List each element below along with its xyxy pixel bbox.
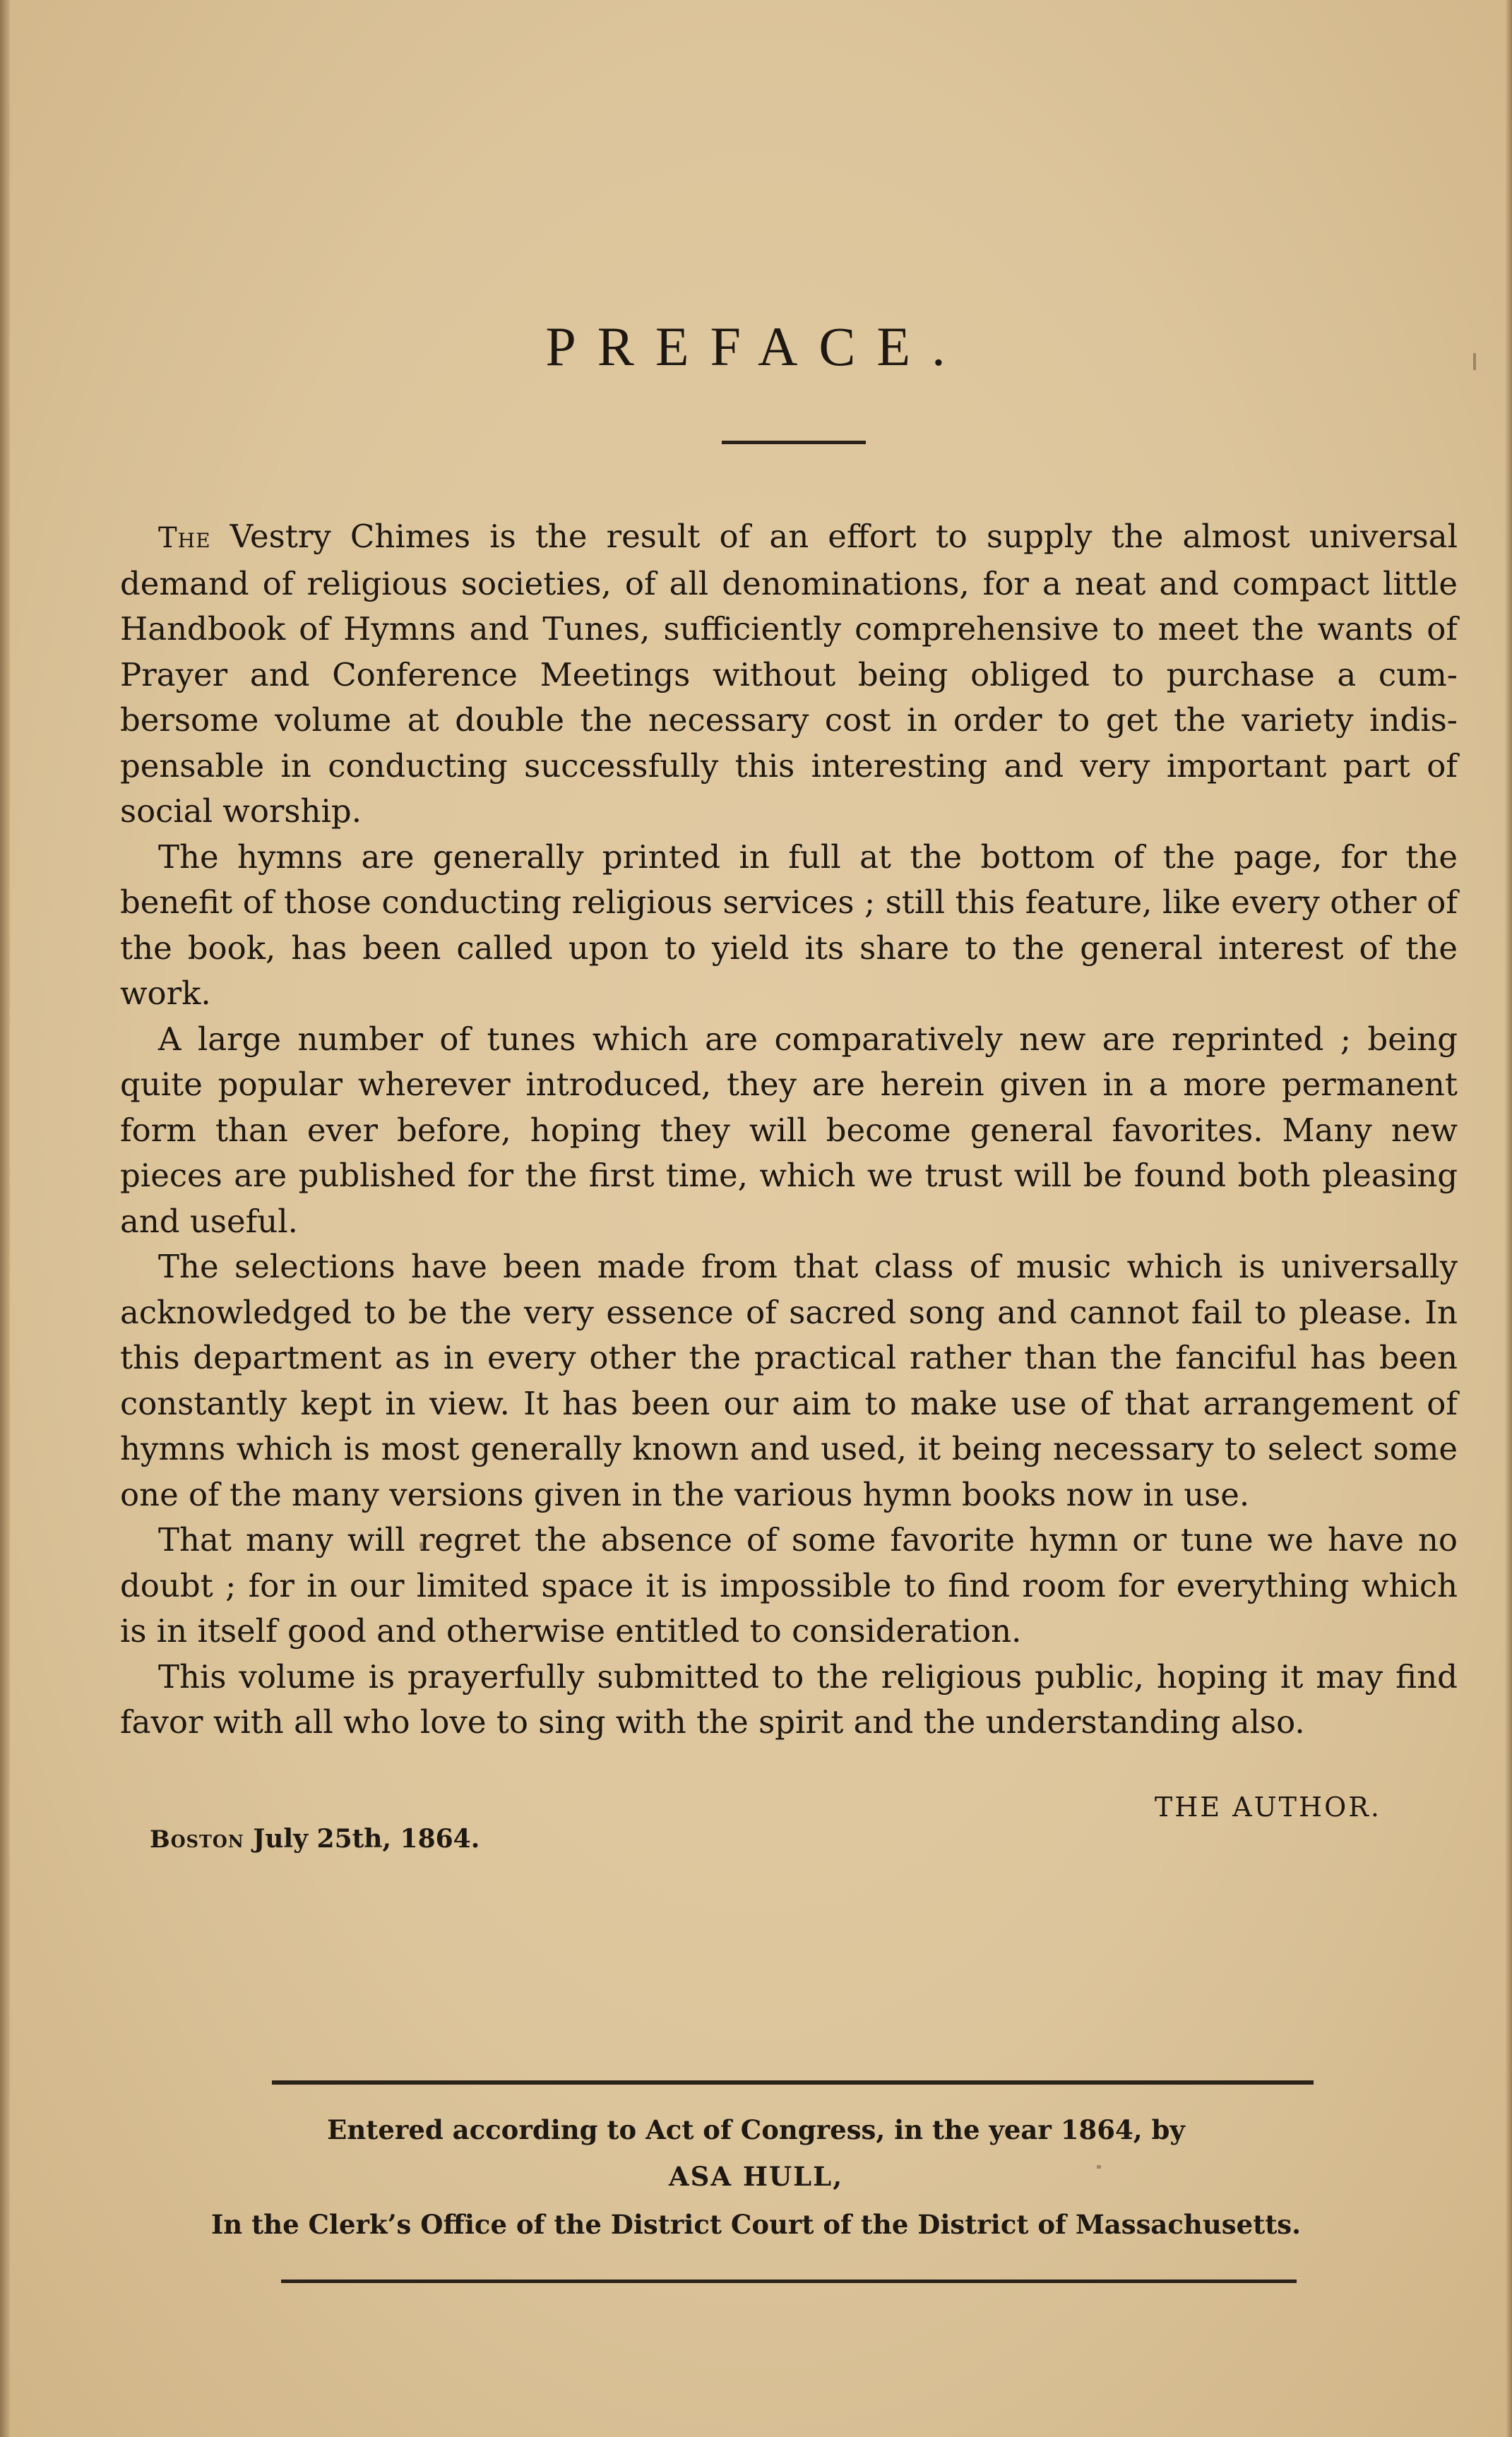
paragraph-text: That many will regret the absence of some favorite hymn or tune we have no doubt ; for in our limited space it is impossible to find room for everything which is in itself good and otherwise entitled to consideration. — [120, 1521, 1458, 1650]
copyright-author: ASA HULL, — [668, 2161, 844, 2192]
copyright-line-3: In the Clerk’s Office of the District Court of the District of Massachusetts. — [210, 2209, 1301, 2240]
copyright-line-1: Entered according to Act of Congress, in the year 1864, by — [327, 2114, 1185, 2145]
preface-body — [120, 514, 1458, 1746]
author-signature: THE AUTHOR. — [1154, 1792, 1381, 1823]
paragraph-text: The selections have been made from that class of music which is universally acknowledged to be the very essence of sacred song and cannot fail to please. In this department as in every other the practical rather than the fanciful has been constantly kept in view. It has been our aim to make use of that arrangement of hymns which is most generally known and used, it being necessary to select some one of the many versions given in the various hymn books now in use. — [120, 1248, 1458, 1513]
preface-paragraph-4 — [120, 1244, 1458, 1518]
preface-paragraph-3 — [120, 1017, 1458, 1245]
copyright-bottom-rule — [281, 2280, 1297, 2283]
dateline-place: Boston — [150, 1825, 244, 1854]
opening-word: The — [158, 522, 211, 554]
paragraph-text: A large number of tunes which are comparatively new are reprinted ; being quite popular wherever introduced, they are herein given in a more permanent form than ever before, hoping they will become general favorites. Many new pieces are published for the first time, which we trust will be found both pleasing and useful. — [120, 1020, 1458, 1240]
copyright-top-rule — [272, 2080, 1314, 2085]
dateline-date: July 25th, 1864. — [244, 1824, 480, 1854]
paragraph-text: The hymns are generally printed in full at the bottom of the page, for the benefit of those conducting religious services ; still this feature, like every other of the book, has been called upon to yield its share to the general interest of the work. — [120, 838, 1458, 1012]
paragraph-text: This volume is prayerfully submitted to the religious public, hoping it may find favor with all who love to sing with the spirit and the understanding also. — [120, 1657, 1458, 1741]
preface-paragraph-5 — [120, 1518, 1458, 1655]
dateline — [150, 1826, 480, 1852]
preface-paragraph-1 — [120, 514, 1458, 835]
preface-paragraph-2 — [120, 835, 1458, 1017]
preface-title: PREFACE. — [545, 316, 967, 377]
preface-paragraph-6 — [120, 1655, 1458, 1746]
paragraph-text: Vestry Chimes is the result of an effort to supply the almost universal demand of religious societies, of all denominations, for a neat and compact little Handbook of Hymns and Tunes, sufficiently comprehensive to meet the wants of Prayer and Conference Meetings without being obliged to purchase a cumbersome volume at double the necessary cost in order to get the variety indispensable in conducting successfully this interesting and very important part of social worship. — [120, 518, 1458, 830]
title-rule — [722, 441, 866, 444]
